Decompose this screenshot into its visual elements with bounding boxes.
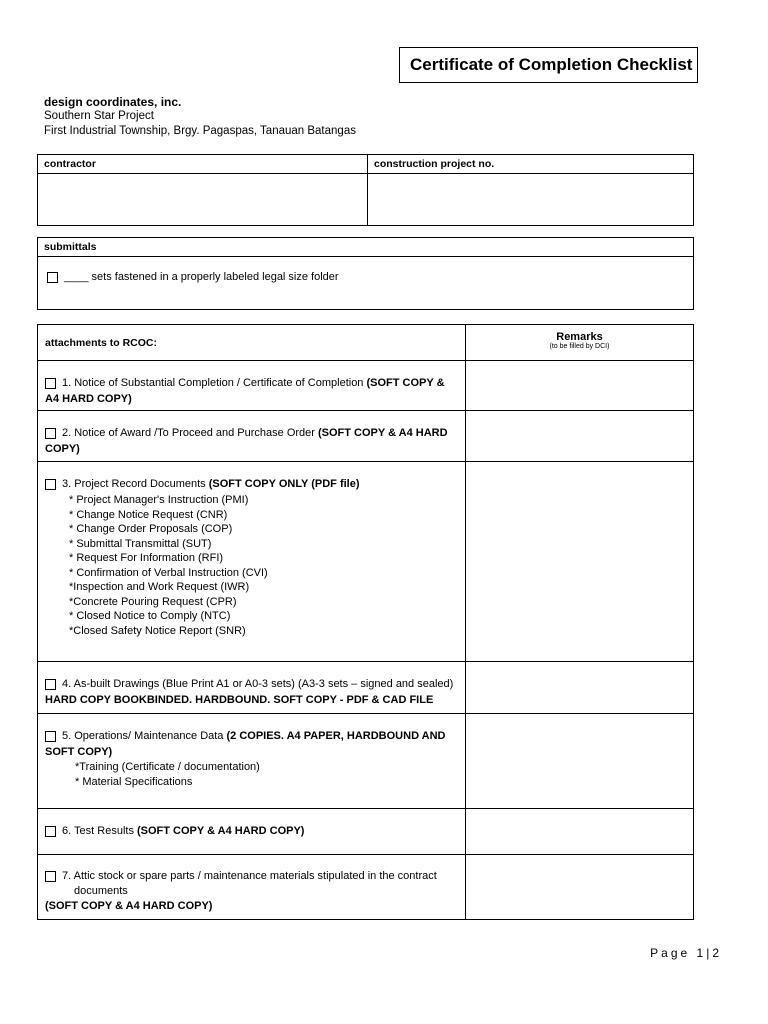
contractor-field[interactable] bbox=[38, 174, 368, 226]
subitem: * Change Notice Request (CNR) bbox=[69, 508, 228, 521]
item-checkbox[interactable] bbox=[45, 479, 56, 490]
attachment-row bbox=[38, 714, 694, 809]
attachment-row bbox=[38, 361, 694, 411]
remarks-header: Remarks bbox=[556, 331, 603, 343]
attachment-row bbox=[38, 662, 694, 714]
subitem: * Change Order Proposals (COP) bbox=[69, 523, 233, 535]
attachment-row bbox=[38, 855, 694, 920]
submittals-text: ____ sets fastened in a properly labeled legal size folder bbox=[64, 271, 339, 283]
attachment-item-5: 5. Operations/ Maintenance Data (2 COPIES. A4 PAPER, HARDBOUND AND SOFT COPY) *Training (Certificate / documentation) * Material Specifications bbox=[38, 714, 466, 809]
remarks-field[interactable] bbox=[466, 462, 694, 662]
remarks-field[interactable] bbox=[466, 361, 694, 411]
project-name: Southern Star Project bbox=[44, 110, 154, 122]
item-checkbox[interactable] bbox=[45, 826, 56, 837]
attachment-item-1: 1. Notice of Substantial Completion / Certificate of Completion (SOFT COPY & A4 HARD COPY) bbox=[38, 361, 466, 411]
attachment-item-2: 2. Notice of Award /To Proceed and Purchase Order (SOFT COPY & A4 HARD COPY) bbox=[38, 411, 466, 462]
page-title: Certificate of Completion Checklist bbox=[399, 47, 698, 83]
page-number: Page 1|2 bbox=[650, 946, 722, 960]
attachments-table bbox=[37, 324, 694, 920]
attachment-row bbox=[38, 411, 694, 462]
company-address: First Industrial Township, Brgy. Pagaspas, Tanauan Batangas bbox=[44, 125, 356, 137]
company-name: design coordinates, inc. bbox=[44, 95, 182, 109]
attachment-row bbox=[38, 809, 694, 855]
subitem: *Inspection and Work Request (IWR) bbox=[69, 581, 250, 593]
submittals-label: submittals bbox=[38, 238, 694, 257]
subitem: * Request For Information (RFI) bbox=[69, 552, 224, 564]
project-no-field[interactable] bbox=[368, 174, 694, 226]
remarks-header-cell bbox=[466, 325, 694, 361]
remarks-field[interactable] bbox=[466, 662, 694, 714]
attachment-item-7: 7. Attic stock or spare parts / maintenance materials stipulated in the contract documents (SOFT COPY & A4 HARD COPY) bbox=[38, 855, 466, 920]
remarks-field[interactable] bbox=[466, 809, 694, 855]
subitem: * Project Manager's Instruction (PMI) bbox=[69, 494, 249, 506]
item-checkbox[interactable] bbox=[45, 679, 56, 690]
contractor-label: contractor bbox=[38, 155, 368, 174]
remarks-field[interactable] bbox=[466, 855, 694, 920]
item-checkbox[interactable] bbox=[45, 378, 56, 389]
submittals-checkbox[interactable] bbox=[47, 272, 58, 283]
subitem: * Closed Notice to Comply (NTC) bbox=[69, 610, 231, 622]
info-table bbox=[37, 154, 694, 226]
item-checkbox[interactable] bbox=[45, 731, 56, 742]
attachment-item-3: 3. Project Record Documents (SOFT COPY ONLY (PDF file) * Project Manager's Instruction (PMI) * Change Notice Request (CNR) * Change Order Proposals (COP) * Submittal Transmittal (SUT) * Request For Information (RFI) * Confirmation of Verbal Instruction (CVI) *Inspection and Work Request (IWR) *Concrete Pouring Request (CPR) * Closed Notice to Comply (NTC) *Closed Safety Notice Report (SNR) bbox=[38, 462, 466, 662]
remarks-field[interactable] bbox=[466, 411, 694, 462]
submittals-table bbox=[37, 237, 694, 310]
subitem: *Training (Certificate / documentation) bbox=[75, 761, 260, 773]
attachments-header: attachments to RCOC: bbox=[38, 325, 466, 361]
subitem: * Confirmation of Verbal Instruction (CVI) bbox=[69, 566, 268, 579]
item-checkbox[interactable] bbox=[45, 428, 56, 439]
remarks-subheader: (to be filled by DCI) bbox=[549, 343, 610, 350]
project-no-label: construction project no. bbox=[368, 155, 694, 174]
submittals-item bbox=[38, 257, 694, 310]
subitem: *Closed Safety Notice Report (SNR) bbox=[69, 624, 246, 637]
attachment-row bbox=[38, 462, 694, 662]
attachment-item-4: 4. As-built Drawings (Blue Print A1 or A0-3 sets) (A3-3 sets – signed and sealed) HARD COPY BOOKBINDED. HARDBOUND. SOFT COPY - PDF & CAD FILE bbox=[38, 662, 466, 714]
subitem: *Concrete Pouring Request (CPR) bbox=[69, 595, 237, 608]
attachment-item-6: 6. Test Results (SOFT COPY & A4 HARD COPY) bbox=[38, 809, 466, 855]
item-checkbox[interactable] bbox=[45, 871, 56, 882]
subitem: * Material Specifications bbox=[75, 775, 193, 788]
remarks-field[interactable] bbox=[466, 714, 694, 809]
subitem: * Submittal Transmittal (SUT) bbox=[69, 537, 212, 550]
